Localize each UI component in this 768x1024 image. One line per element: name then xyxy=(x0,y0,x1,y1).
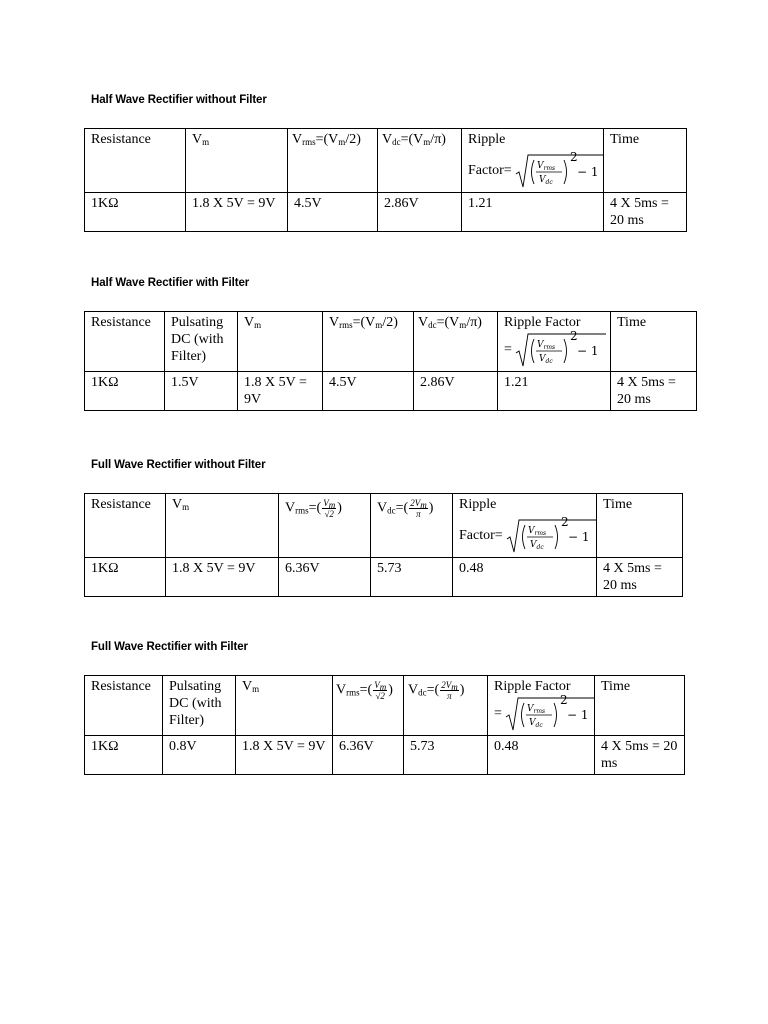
header-pulsating-dc: Pulsating DC (with Filter) xyxy=(163,676,236,736)
svg-text:2: 2 xyxy=(570,152,578,164)
cell-vdc: 5.73 xyxy=(404,736,488,775)
cell-resistance: 1KΩ xyxy=(85,736,163,775)
cell-time: 4 X 5ms = 20 ms xyxy=(595,736,685,775)
svg-text:Vrms: $V_{rms}$ xyxy=(528,526,547,537)
cell-ripple: 0.48 xyxy=(488,736,595,775)
svg-text:Vrms: $V_{rms}$ xyxy=(537,161,556,172)
cell-resistance: 1KΩ xyxy=(85,558,166,597)
cell-vm: 1.8 X 5V = 9V xyxy=(166,558,279,597)
header-ripple-factor: Ripple Factor = $V_{rms}$ $V_{dc}$ 2 − 1 xyxy=(488,676,595,736)
header-vrms: $V_{rms}=$( $\frac{V_m}{√2}$ ) xyxy=(279,494,371,558)
cell-ripple: 1.21 xyxy=(462,193,604,232)
full-wave-with-filter-table xyxy=(84,675,685,775)
table-header-row xyxy=(85,494,683,558)
section-title-half-wave-with-filter: Half Wave Rectifier with Filter xyxy=(91,277,250,289)
cell-vrms: 6.36V xyxy=(279,558,371,597)
section-title-half-wave-without-filter: Half Wave Rectifier without Filter xyxy=(91,94,267,106)
cell-vdc: 2.86V xyxy=(414,372,498,411)
header-resistance: Resistance xyxy=(85,494,166,558)
header-ripple-factor: Ripple Factor= $V_{rms}$ $V_{dc}$ 2 − 1 xyxy=(453,494,597,558)
header-vm: $V_m$ xyxy=(238,312,323,372)
header-resistance: Resistance xyxy=(85,312,165,372)
section-title-full-wave-with-filter: Full Wave Rectifier with Filter xyxy=(91,641,248,653)
svg-text:2: 2 xyxy=(570,331,579,343)
ripple-factor-formula xyxy=(515,152,603,190)
half-wave-without-filter-table xyxy=(84,128,687,232)
header-vdc: $V_{dc}=$( $\frac{2V_m}{\pi}$ ) xyxy=(371,494,453,558)
table-row xyxy=(85,558,683,597)
header-vrms: $V_{rms}=(V_m/2)$ xyxy=(288,129,378,193)
svg-text:Vdc: $V_{dc}$ xyxy=(529,718,544,729)
cell-vm: 1.8 X 5V = 9V xyxy=(186,193,288,232)
half-wave-with-filter-table xyxy=(84,311,697,411)
svg-text:− 1: − 1 xyxy=(577,344,599,358)
header-vm: $V_m$ xyxy=(166,494,279,558)
cell-vdc: 2.86V xyxy=(378,193,462,232)
cell-time: 4 X 5ms = 20 ms xyxy=(604,193,687,232)
svg-text:2: 2 xyxy=(561,517,569,529)
ripple-factor-formula xyxy=(506,517,596,555)
cell-vrms: 4.5V xyxy=(323,372,414,411)
header-vdc: $V_{dc}=(V_m/\pi)$ xyxy=(414,312,498,372)
table-header-row xyxy=(85,129,687,193)
table-row xyxy=(85,736,685,775)
cell-time: 4 X 5ms = 20 ms xyxy=(611,372,697,411)
header-ripple-factor: Ripple Factor= $V_{rms}$ $V_{dc}$ 2 − 1 xyxy=(462,129,604,193)
cell-ripple: 1.21 xyxy=(498,372,611,411)
svg-text:− 1: − 1 xyxy=(568,530,590,544)
header-time: Time xyxy=(595,676,685,736)
cell-ripple: 0.48 xyxy=(453,558,597,597)
cell-vm: 1.8 X 5V = 9V xyxy=(238,372,323,411)
2vm-over-pi-fraction: $\frac{2V_m}{\pi}$ xyxy=(410,498,427,519)
svg-text:Vdc: $V_{dc}$ xyxy=(539,175,553,186)
header-time: Time xyxy=(597,494,683,558)
2vm-over-pi-fraction: $\frac{2V_m}{\pi}$ xyxy=(441,680,458,701)
header-resistance: Resistance xyxy=(85,676,163,736)
ripple-factor-formula xyxy=(515,331,607,369)
cell-pulsating-dc: 0.8V xyxy=(163,736,236,775)
cell-pulsating-dc: 1.5V xyxy=(165,372,238,411)
svg-text:Vdc: $V_{dc}$ xyxy=(539,354,554,365)
cell-vm: 1.8 X 5V = 9V xyxy=(236,736,333,775)
cell-time: 4 X 5ms = 20 ms xyxy=(597,558,683,597)
svg-text:Vrms: $V_{rms}$ xyxy=(537,340,556,351)
header-vdc: $V_{dc}=$( $\frac{2V_m}{\pi}$ ) xyxy=(404,676,488,736)
header-vm: $V_m$ xyxy=(186,129,288,193)
vm-over-root2-fraction: $\frac{V_m}{√2}$ xyxy=(374,680,387,701)
table-header-row xyxy=(85,312,697,372)
cell-vrms: 4.5V xyxy=(288,193,378,232)
vm-over-root2-fraction: $\frac{V_m}{√2}$ xyxy=(323,498,336,519)
cell-vdc: 5.73 xyxy=(371,558,453,597)
svg-text:− 1: − 1 xyxy=(577,165,599,179)
svg-text:2: 2 xyxy=(560,695,569,707)
full-wave-without-filter-table xyxy=(84,493,683,597)
header-resistance: Resistance xyxy=(85,129,186,193)
svg-text:− 1: − 1 xyxy=(567,708,589,722)
header-vrms: $V_{rms}=(V_m/2)$ xyxy=(323,312,414,372)
header-time: Time xyxy=(604,129,687,193)
svg-text:Vdc: $V_{dc}$ xyxy=(530,540,544,551)
cell-vrms: 6.36V xyxy=(333,736,404,775)
header-vm: $V_m$ xyxy=(236,676,333,736)
header-vrms: $V_{rms}=$( $\frac{V_m}{√2}$ ) xyxy=(333,676,404,736)
section-title-full-wave-without-filter: Full Wave Rectifier without Filter xyxy=(91,459,266,471)
table-row xyxy=(85,193,687,232)
table-header-row xyxy=(85,676,685,736)
header-vdc: $V_{dc}=(V_m/\pi)$ xyxy=(378,129,462,193)
header-pulsating-dc: Pulsating DC (with Filter) xyxy=(165,312,238,372)
header-ripple-factor: Ripple Factor = $V_{rms}$ $V_{dc}$ 2 − 1 xyxy=(498,312,611,372)
ripple-factor-formula xyxy=(505,695,594,733)
table-row xyxy=(85,372,697,411)
cell-resistance: 1KΩ xyxy=(85,193,186,232)
cell-resistance: 1KΩ xyxy=(85,372,165,411)
svg-text:Vrms: $V_{rms}$ xyxy=(527,704,546,715)
header-time: Time xyxy=(611,312,697,372)
